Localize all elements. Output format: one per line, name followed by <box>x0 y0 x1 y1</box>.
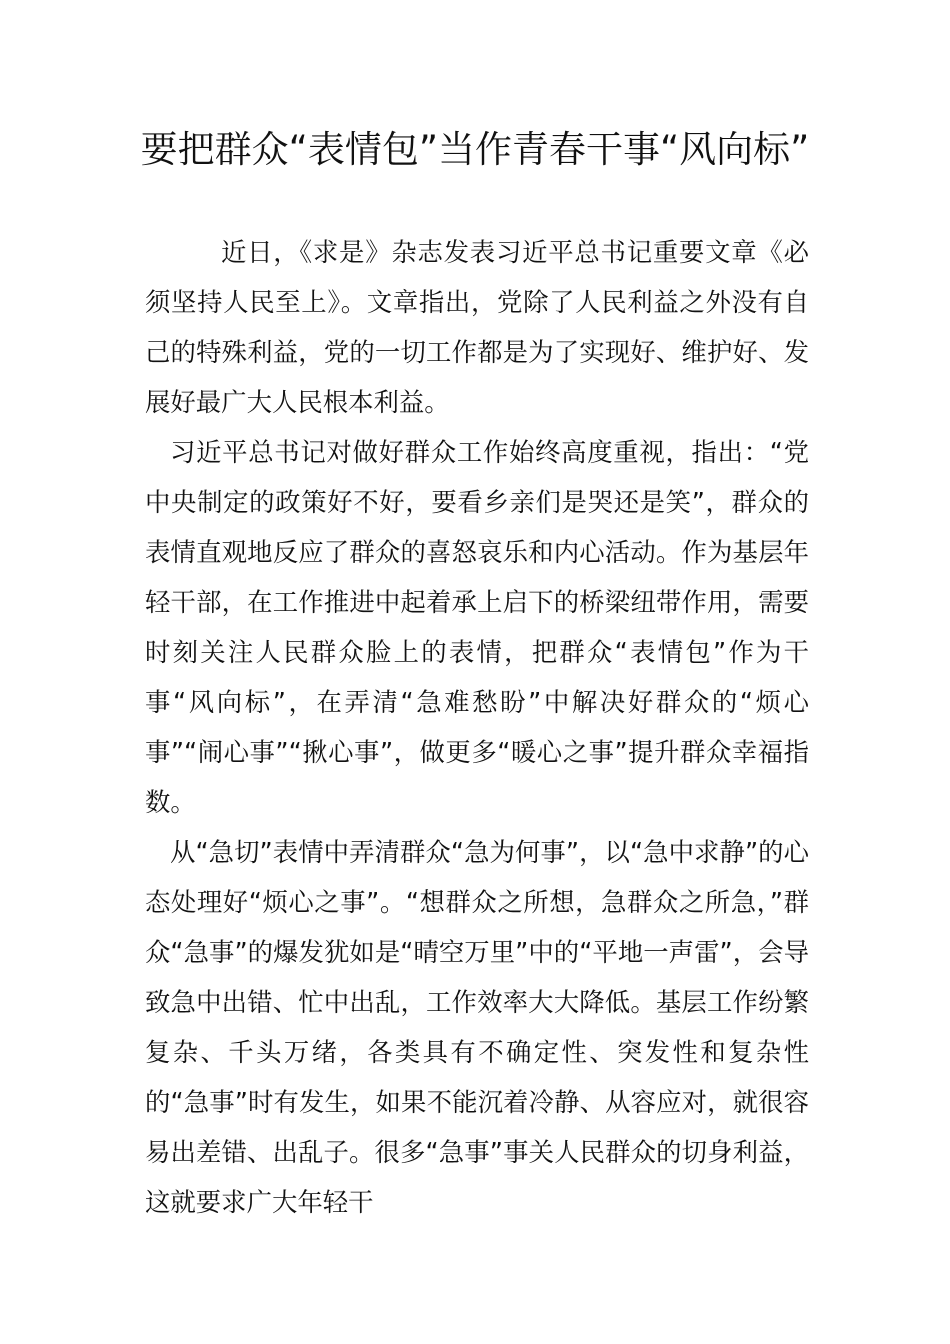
paragraph-3: 从“急切”表情中弄清群众“急为何事”，以“急中求静”的心态处理好“烦心之事”。“想群众之所想，急群众之所急，”群众“急事”的爆发犹如是“晴空万里”中的“平地一声雷”，会导致急中出错、忙中出乱，工作效率大大降低。基层工作纷繁复杂、千头万绪，各类具有不确定性、突发性和复杂性的“急事”时有发生，如果不能沉着冷静、从容应对，就很容易出差错、出乱子。很多“急事”事关人民群众的切身利益，这就要求广大年轻干 <box>145 837 809 1217</box>
paragraph-1: 近日，《求是》杂志发表习近平总书记重要文章《必须坚持人民至上》。文章指出，党除了人民利益之外没有自己的特殊利益，党的一切工作都是为了实现好、维护好、发展好最广大人民根本利益。 <box>145 237 809 417</box>
document-body <box>145 227 809 1227</box>
document-title: 要把群众“表情包”当作青春干事“风向标” <box>140 128 810 171</box>
paragraph-2: 习近平总书记对做好群众工作始终高度重视，指出：“党中央制定的政策好不好，要看乡亲们是哭还是笑”，群众的表情直观地反应了群众的喜怒哀乐和内心活动。作为基层年轻干部，在工作推进中起着承上启下的桥梁纽带作用，需要时刻关注人民群众脸上的表情，把群众“表情包”作为干事“风向标”，在弄清“急难愁盼”中解决好群众的“烦心事”“闹心事”“揪心事”，做更多“暖心之事”提升群众幸福指数。 <box>145 437 809 817</box>
